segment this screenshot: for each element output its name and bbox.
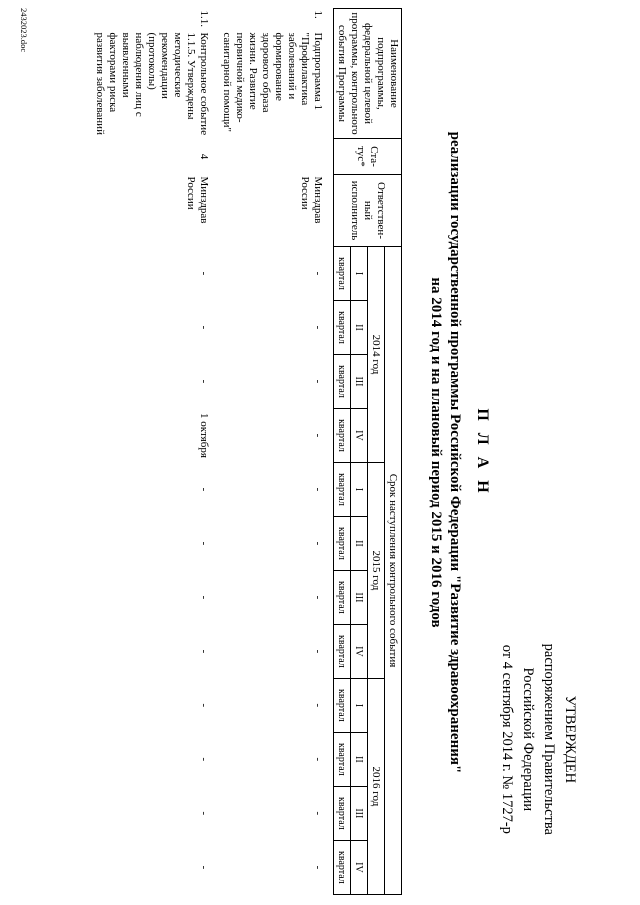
row-cell: -: [198, 541, 210, 546]
header-status: Ста-тус*: [334, 139, 402, 175]
row-status: [219, 139, 325, 175]
row-cell: -: [312, 541, 324, 546]
row-cell: -: [198, 811, 210, 816]
title-line-3: на 2014 год и на плановый период 2015 и 2016 годов: [428, 277, 444, 628]
approval-heading: УТВЕРЖДЕН: [562, 695, 578, 784]
document-title: [426, 0, 492, 905]
quarter-word: квартал: [334, 408, 351, 462]
row-name: Подпрограмма 1 "Профилактика заболеваний и формирование здорового образа жизни. Развитие первичной медико-санитарной помощи": [221, 32, 324, 133]
row-cell: -: [312, 649, 324, 654]
row-executor: Минздрав России: [299, 176, 324, 224]
quarter-word: квартал: [334, 840, 351, 894]
row-cell: -: [312, 433, 324, 438]
row-cell: -: [198, 649, 210, 654]
quarter-numeral: IV: [351, 408, 368, 462]
quarter-numeral: IV: [351, 624, 368, 678]
quarter-word: квартал: [334, 462, 351, 516]
approval-line-1: распоряжением Правительства: [541, 643, 557, 835]
row-cell: -: [312, 487, 324, 492]
quarter-numeral: III: [351, 570, 368, 624]
row-cell: -: [312, 271, 324, 276]
row-cell: -: [312, 703, 324, 708]
document-code: 2432023.doc: [19, 8, 29, 53]
quarter-numeral: I: [351, 247, 368, 301]
quarter-word: квартал: [334, 247, 351, 301]
header-executor: Ответствен-ный исполнитель: [334, 175, 402, 247]
header-year-2016: 2016 год: [368, 678, 385, 894]
row-status: 4: [198, 153, 210, 160]
approval-block: [496, 644, 580, 835]
row-cell: -: [198, 865, 210, 870]
row-cell: -: [198, 379, 210, 384]
quarter-numeral: II: [351, 301, 368, 355]
row-cell: -: [312, 325, 324, 330]
quarter-numeral: II: [351, 732, 368, 786]
table-row: [219, 9, 325, 895]
table-header: [334, 9, 402, 895]
approval-line-2: Российской Федерации: [520, 667, 536, 812]
quarter-word: квартал: [334, 570, 351, 624]
header-deadline: Срок наступления контрольного события: [385, 247, 402, 895]
quarter-word: квартал: [334, 786, 351, 840]
header-name: Наименование подпрограммы, федеральной целевой программы, контрольного события Программы: [334, 9, 402, 139]
row-cell: -: [198, 271, 210, 276]
row-cell: -: [312, 595, 324, 600]
quarter-word: квартал: [334, 678, 351, 732]
quarter-word: квартал: [334, 732, 351, 786]
row-cell: -: [198, 757, 210, 762]
quarter-numeral: IV: [351, 840, 368, 894]
row-cell: -: [198, 703, 210, 708]
quarter-numeral: I: [351, 462, 368, 516]
quarter-numeral: I: [351, 678, 368, 732]
row-cell: -: [312, 757, 324, 762]
row-cell: -: [312, 865, 324, 870]
approval-line-3: от 4 сентября 2014 г. № 1727-р: [499, 644, 515, 834]
title-main: П Л А Н: [474, 408, 491, 497]
quarter-numeral: III: [351, 354, 368, 408]
plan-table: [92, 8, 402, 895]
quarter-numeral: II: [351, 516, 368, 570]
header-year-2015: 2015 год: [368, 462, 385, 678]
row-number: 1.: [312, 10, 324, 19]
title-line-2: реализации государственной программы Российской Федерации "Развитие здравоохранения": [447, 131, 463, 774]
quarter-word: квартал: [334, 354, 351, 408]
row-number: 1.1.: [198, 10, 210, 27]
quarter-word: квартал: [334, 624, 351, 678]
row-cell: -: [198, 325, 210, 330]
row-cell: -: [312, 811, 324, 816]
row-cell: 1 октября: [198, 413, 210, 458]
quarter-word: квартал: [334, 516, 351, 570]
quarter-word: квартал: [334, 301, 351, 355]
row-name: Контрольное событие 1.1.5. Утверждены методические рекомендации (протоколы) наблюдения лиц с выявленными факторами риска развития заболеваний: [94, 32, 210, 136]
table-body: [92, 9, 334, 895]
row-cell: -: [312, 379, 324, 384]
row-executor: Минздрав России: [185, 176, 210, 224]
quarter-numeral: III: [351, 786, 368, 840]
table-row: [92, 9, 211, 895]
row-cell: -: [198, 595, 210, 600]
row-cell: -: [198, 487, 210, 492]
header-year-2014: 2014 год: [368, 247, 385, 463]
